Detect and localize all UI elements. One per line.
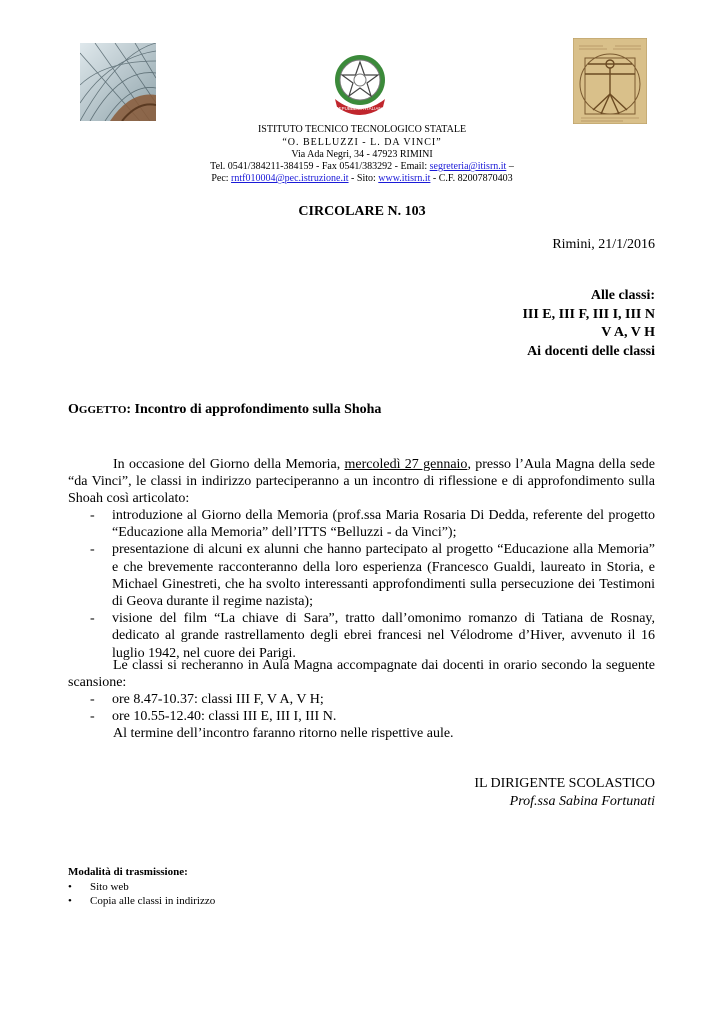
program-list	[68, 507, 655, 662]
transmission-block	[68, 865, 215, 909]
list-item	[68, 507, 655, 541]
intro-text-start: In occasione del Giorno della Memoria,	[113, 457, 345, 472]
circular-number: CIRCOLARE N. 103	[298, 204, 426, 219]
vitruvian-man-logo-image	[573, 38, 647, 124]
intro-text-end: , presso l’Aula Magna della sede “da Vinci”, le classi in indirizzo parteciperanno a un incontro di riflessione e di approfondimento sulla Shoah così articolato:	[68, 457, 655, 507]
document-date: Rimini, 21/1/2016	[552, 237, 655, 252]
recipients-line: Alle classi:	[590, 288, 655, 303]
list-item	[68, 691, 655, 708]
subject-colon: :	[126, 402, 135, 417]
dash-bullet: -	[90, 692, 95, 707]
recipients-line: III E, III F, III I, III N	[522, 306, 655, 322]
list-item	[68, 610, 655, 662]
list-item-text: ore 8.47-10.37: classi III F, V A, V H;	[112, 692, 324, 707]
subject-label-first: O	[68, 402, 79, 417]
transmission-item: Copia alle classi in indirizzo	[90, 895, 216, 907]
email-link[interactable]: segreteria@itisrn.it	[429, 161, 507, 172]
intro-paragraph	[68, 456, 655, 508]
signature-name: Prof.ssa Sabina Fortunati	[509, 794, 655, 809]
subject-text: Incontro di approfondimento sulla Shoha	[134, 402, 382, 417]
school-contacts	[0, 161, 724, 174]
dash-bullet: -	[90, 709, 95, 725]
contacts-suffix: –	[506, 161, 514, 172]
tax-code: - C.F. 82007870403	[430, 173, 513, 184]
transmission-title: Modalità di trasmissione:	[68, 866, 188, 878]
school-name: ISTITUTO TECNICO TECNOLOGICO STATALE	[257, 124, 467, 135]
list-item	[68, 894, 215, 909]
list-item-text: visione del film “La chiave di Sara”, tratto dall’omonimo romanzo di Tatiana de Rosnay, dedicato al grande rastrellamento degli ebrei francesi nel Vélodrome d’Hiver, avvenuto il 16 luglio 1942, nel cuore dei Parigi.	[112, 611, 655, 661]
dash-bullet: -	[90, 508, 95, 523]
schedule-list	[68, 691, 655, 725]
list-item-text: introduzione al Giorno della Memoria (prof.ssa Maria Rosaria Di Dedda, referente del progetto “Educazione alla Memoria” dell’ITTS “Belluzzi - da Vinci”);	[112, 508, 655, 541]
svg-text:REPUBBLICA ITALIANA: REPUBBLICA ITALIANA	[335, 106, 385, 111]
recipients-line: Ai docenti delle classi	[527, 343, 655, 359]
list-item	[68, 880, 215, 895]
closing-paragraph: Al termine dell’incontro faranno ritorno nelle rispettive aule.	[113, 726, 454, 741]
school-address: Via Ada Negri, 34 - 47923 RIMINI	[291, 149, 433, 160]
contacts-prefix: Tel. 0541/384211-384159 - Fax 0541/383292 - Email:	[210, 161, 430, 172]
recipients-block	[522, 287, 655, 361]
schedule-paragraph: Le classi si recheranno in Aula Magna accompagnate dai docenti in orario secondo la seguente scansione:	[68, 658, 655, 691]
pec-prefix: Pec:	[211, 173, 232, 184]
recipients-line: V A, V H	[601, 325, 655, 340]
signature-block	[474, 775, 655, 811]
list-item-text: ore 10.55-12.40: classi III E, III I, III N.	[112, 709, 337, 725]
dash-bullet: -	[90, 611, 95, 627]
subject-label-rest: GGETTO	[78, 404, 127, 416]
bullet-dot: •	[68, 895, 72, 907]
list-item	[68, 541, 655, 610]
event-date: mercoledì 27 gennaio	[344, 457, 468, 472]
site-link[interactable]: www.itisrn.it	[378, 173, 431, 184]
site-prefix: - Sito:	[348, 173, 379, 184]
transmission-item: Sito web	[90, 880, 129, 893]
list-item	[68, 708, 655, 725]
school-logo-dome-image	[80, 43, 156, 121]
pec-link[interactable]: rntf010004@pec.istruzione.it	[231, 173, 349, 184]
list-item-text: presentazione di alcuni ex alunni che hanno partecipato al progetto “Educazione alla Memoria” e che brevemente racconteranno della loro esperienza (Francesco Gualdi, laureato in Storia, e Michael Ginestreti, che ha svolto interessanti approfondimenti sulla persecuzione dei Testimoni di Geova durante il regime nazista);	[112, 542, 655, 610]
dash-bullet: -	[90, 542, 95, 558]
school-pec-site	[0, 173, 724, 186]
subject-line	[68, 402, 381, 418]
italian-republic-emblem-icon	[323, 47, 397, 121]
school-subtitle: “O. BELLUZZI - L. DA VINCI”	[282, 137, 442, 148]
bullet-dot: •	[68, 880, 72, 893]
signature-role: IL DIRIGENTE SCOLASTICO	[474, 776, 655, 791]
